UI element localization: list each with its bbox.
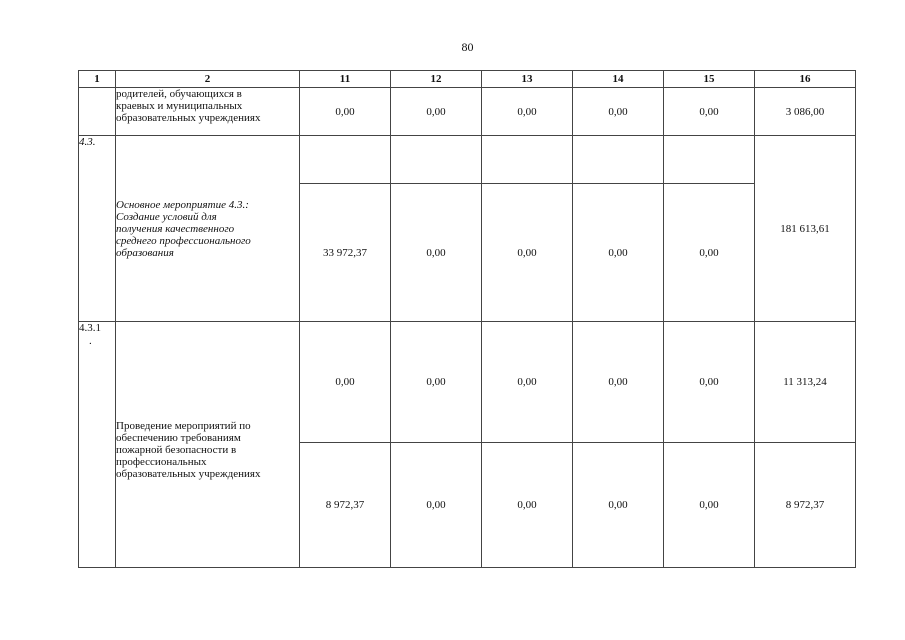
header-col-15: 15 bbox=[664, 71, 755, 88]
value-cell: 0,00 bbox=[664, 184, 755, 322]
value-cell: 0,00 bbox=[664, 443, 755, 568]
description-line: обеспечению требованиям bbox=[116, 431, 241, 444]
budget-table bbox=[78, 70, 856, 568]
empty-cell bbox=[664, 136, 755, 184]
description-cell bbox=[116, 136, 300, 322]
description-cell bbox=[116, 322, 300, 568]
value-cell: 0,00 bbox=[300, 322, 391, 443]
value-cell: 0,00 bbox=[391, 88, 482, 136]
value-cell: 8 972,37 bbox=[755, 443, 856, 568]
empty-cell bbox=[300, 136, 391, 184]
header-col-13: 13 bbox=[482, 71, 573, 88]
description-line: профессиональных bbox=[116, 455, 207, 468]
description-line: образования bbox=[116, 246, 174, 259]
header-col-1: 1 bbox=[79, 71, 116, 88]
value-cell: 0,00 bbox=[391, 322, 482, 443]
value-cell: 0,00 bbox=[573, 184, 664, 322]
value-cell: 8 972,37 bbox=[300, 443, 391, 568]
header-col-16: 16 bbox=[755, 71, 856, 88]
value-cell: 0,00 bbox=[482, 88, 573, 136]
value-cell: 11 313,24 bbox=[755, 322, 856, 443]
description-line: краевых и муниципальных bbox=[116, 100, 243, 112]
index-cell bbox=[79, 322, 116, 568]
value-cell: 0,00 bbox=[664, 88, 755, 136]
value-cell: 3 086,00 bbox=[755, 88, 856, 136]
index-line: 4.3.1 bbox=[79, 322, 101, 334]
description-line: родителей, обучающихся в bbox=[116, 88, 242, 100]
total-cell: 181 613,61 bbox=[755, 136, 856, 322]
empty-cell bbox=[482, 136, 573, 184]
description-line: Основное мероприятие 4.3.: bbox=[116, 198, 249, 211]
header-row bbox=[79, 71, 856, 88]
value-cell: 0,00 bbox=[573, 88, 664, 136]
header-col-11: 11 bbox=[300, 71, 391, 88]
table-row-4-3 bbox=[79, 136, 856, 184]
empty-cell bbox=[391, 136, 482, 184]
index-cell: 4.3. bbox=[79, 136, 116, 322]
value-cell: 0,00 bbox=[482, 443, 573, 568]
index-line: . bbox=[89, 335, 92, 347]
empty-cell bbox=[573, 136, 664, 184]
value-cell: 0,00 bbox=[300, 88, 391, 136]
value-cell: 0,00 bbox=[391, 184, 482, 322]
index-cell-empty bbox=[79, 88, 116, 136]
description-line: среднего профессионального bbox=[116, 234, 251, 247]
value-cell: 0,00 bbox=[391, 443, 482, 568]
description-line: Создание условий для bbox=[116, 210, 217, 223]
value-cell: 0,00 bbox=[664, 322, 755, 443]
header-col-12: 12 bbox=[391, 71, 482, 88]
value-cell: 0,00 bbox=[573, 322, 664, 443]
description-line: Проведение мероприятий по bbox=[116, 419, 251, 432]
description-line: получения качественного bbox=[116, 222, 235, 235]
description-cell bbox=[116, 88, 300, 136]
header-col-2: 2 bbox=[116, 71, 300, 88]
value-cell: 0,00 bbox=[482, 322, 573, 443]
page-number: 80 bbox=[461, 40, 474, 54]
value-cell: 0,00 bbox=[482, 184, 573, 322]
table-row-4-3-1 bbox=[79, 322, 856, 443]
description-line: образовательных учреждениях bbox=[116, 112, 261, 124]
header-col-14: 14 bbox=[573, 71, 664, 88]
value-cell: 33 972,37 bbox=[300, 184, 391, 322]
table-row-continuation bbox=[79, 88, 856, 136]
description-line: образовательных учреждениях bbox=[116, 467, 261, 480]
value-cell: 0,00 bbox=[573, 443, 664, 568]
description-line: пожарной безопасности в bbox=[116, 443, 237, 456]
